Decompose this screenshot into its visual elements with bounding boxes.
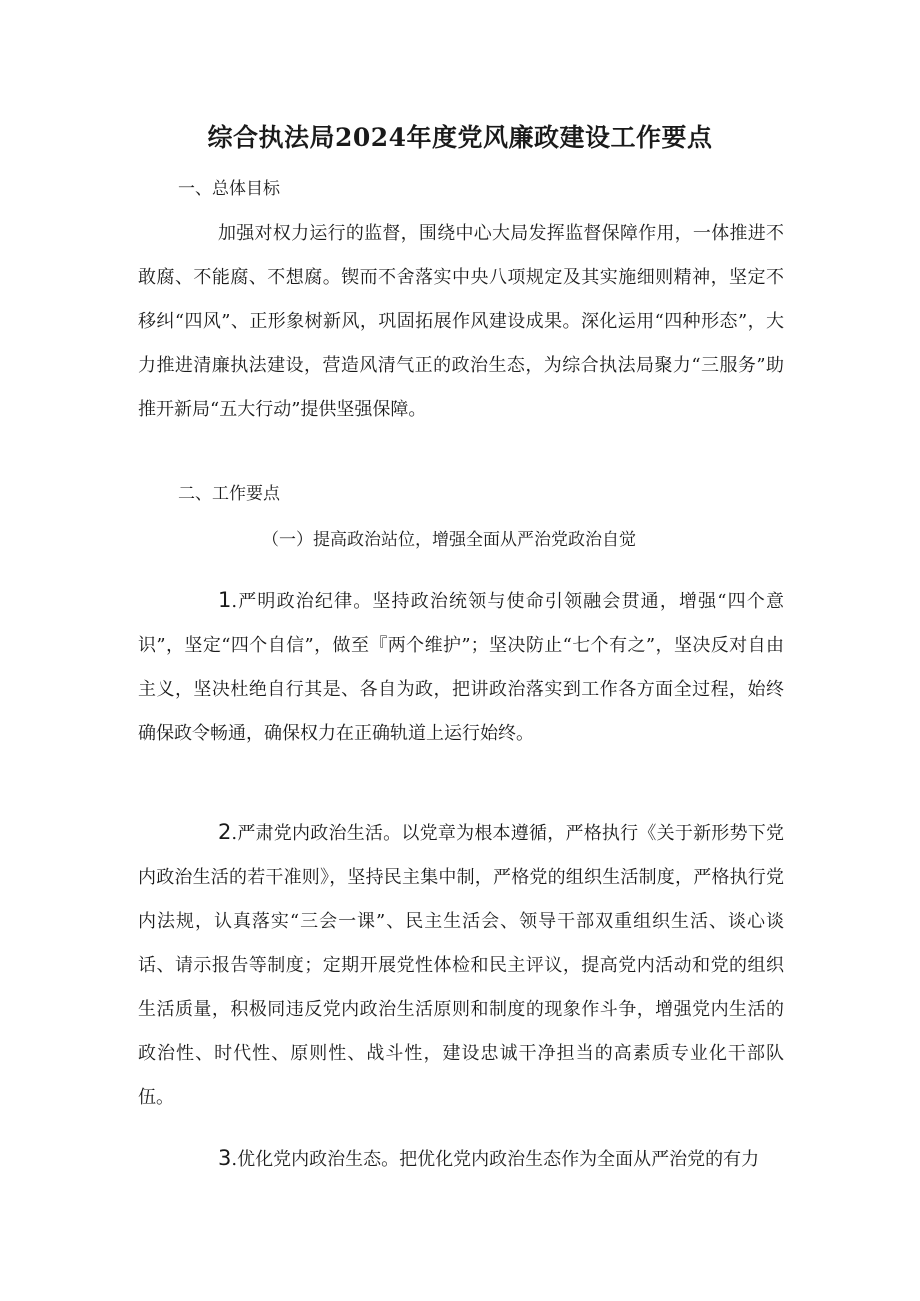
list-item-political-life bbox=[138, 810, 784, 1120]
paragraph-goals: 加强对权力运行的监督，围绕中心大局发挥监督保障作用，一体推进不敢腐、不能腐、不想腐。锲而不舍落实中央八项规定及其实施细则精神，坚定不移纠“四风”、正形象树新风，巩固拓展作风建设成果。深化运用“四种形态”，大力推进清廉执法建设，营造风清气正的政治生态，为综合执法局聚力“三服务”助推开新局“五大行动”提供坚强保障。 bbox=[138, 223, 784, 420]
item-text: .严明政治纪律。坚持政治统领与使命引领融会贯通，增强“四个意识”，坚定“四个自信”，做至『两个维护”；坚决防止“七个有之”，坚决反对自由主义，坚决杜绝自行其是、各自为政，把讲政治落实到工作各方面全过程，始终确保政令畅通，确保权力在正确轨道上运行始终。 bbox=[138, 591, 784, 744]
list-item-political-discipline bbox=[138, 578, 784, 756]
section-heading-goals: 一、总体目标 bbox=[178, 179, 280, 199]
document-title: 综合执法局2024年度党风廉政建设工作要点 bbox=[207, 123, 713, 152]
item-number: 1 bbox=[218, 588, 232, 612]
item-text: .优化党内政治生态。把优化党内政治生态作为全面从严治党的有力 bbox=[231, 1149, 760, 1170]
section-heading-key-points: 二、工作要点 bbox=[178, 484, 280, 504]
item-text: .严肃党内政治生活。以党章为根本遵循，严格执行《关于新形势下党内政治生活的若干准则》，坚持民主集中制，严格党的组织生活制度，严格执行党内法规，认真落实“三会一课”、民主生活会、领导干部双重组织生活、谈心谈话、请示报告等制度；定期开展党性体检和民主评议，提高党内活动和党的组织生活质量，积极同违反党内政治生活原则和制度的现象作斗争，增强党内生活的政治性、时代性、原则性、战斗性，建设忠诚干净担当的高素质专业化干部队伍。 bbox=[138, 823, 784, 1108]
item-number: 2 bbox=[218, 820, 232, 844]
item-number: 3 bbox=[218, 1146, 232, 1170]
subsection-heading-political-stance: （一）提高政治站位，增强全面从严治党政治自觉 bbox=[262, 530, 636, 550]
list-item-political-ecology bbox=[138, 1136, 784, 1182]
